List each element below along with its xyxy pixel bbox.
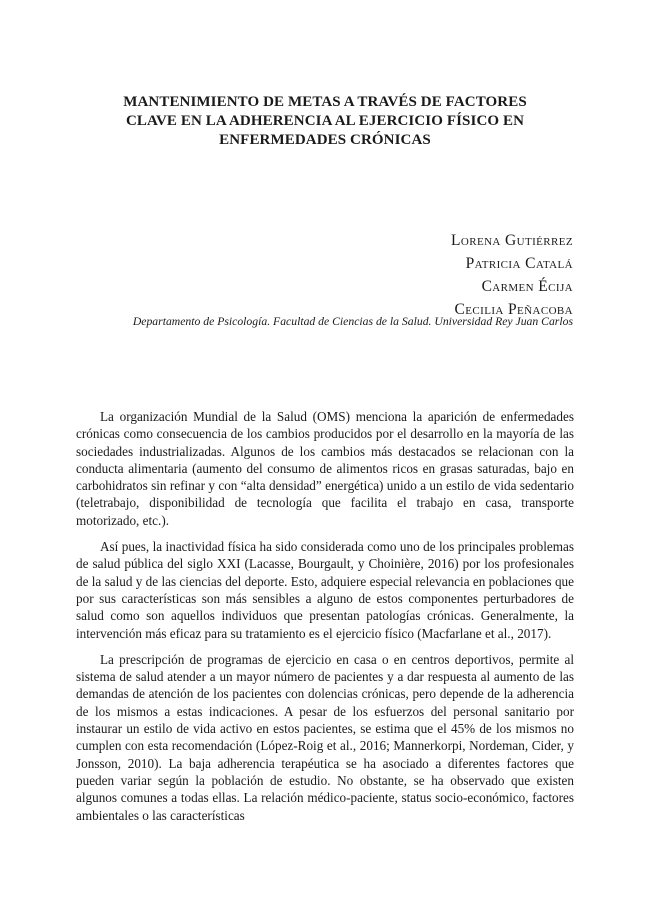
chapter-title-line-2: CLAVE EN LA ADHERENCIA AL EJERCICIO FÍSICO EN bbox=[125, 113, 525, 129]
paragraph: Así pues, la inactividad física ha sido considerada como uno de los principales problemas de salud pública del siglo XXI (Lacasse, Bourgault, y Choinière, 2016) por los profesionales de la salud y de las ciencias del deporte. Esto, adquiere especial relevancia en poblaciones que por sus características son más sensibles a alguno de estos componentes perturbadores de salud como son aquellos individuos que presentan patologías crónicas. Generalmente, la intervención más eficaz para su tratamiento es el ejercicio físico (Macfarlane et al., 2017). bbox=[76, 539, 574, 641]
author-list bbox=[451, 229, 573, 321]
chapter-title-line-3: ENFERMEDADES CRÓNICAS bbox=[219, 132, 431, 148]
paragraph: La organización Mundial de la Salud (OMS) menciona la aparición de enfermedades crónicas como consecuencia de los cambios producidos por el desarrollo en la mayoría de las sociedades industrializadas. Algunos de los cambios más destacados se relacionan con la conducta alimentaria (aumento del consumo de alimentos ricos en grasas saturadas, bajo en carbohidratos sin refinar y con “alta densidad” energética) unido a un estilo de vida sedentario (teletrabajo, disponibilidad de tecnología que facilita el trabajo en casa, transporte motorizado, etc.). bbox=[76, 409, 574, 528]
author-name: Cecilia Peñacoba bbox=[454, 301, 573, 318]
author-name: Carmen Écija bbox=[481, 278, 573, 295]
chapter-title-line-1: MANTENIMIENTO DE METAS A TRAVÉS DE FACTORES bbox=[123, 94, 527, 110]
paragraph: La prescripción de programas de ejercicio en casa o en centros deportivos, permite al sistema de salud atender a un mayor número de pacientes y a dar respuesta al aumento de las demandas de atención de los pacientes con dolencias crónicas, pero depende de la adherencia de los mismos a estas indicaciones. A pesar de los esfuerzos del personal sanitario por instaurar un estilo de vida activo en estos pacientes, se estima que el 45% de los mismos no cumplen con esta recomendación (López-Roig et al., 2016; Mannerkorpi, Nordeman, Cider, y Jonsson, 2010). La baja adherencia terapéutica se ha asociado a diferentes factores que pueden variar según la población de estudio. No obstante, se ha observado que existen algunos comunes a todas ellas. La relación médico-paciente, status socio-económico, factores ambientales o las características bbox=[76, 651, 574, 823]
author-name: Patricia Catalá bbox=[465, 255, 573, 272]
body-text bbox=[76, 408, 574, 824]
author-name: Lorena Gutiérrez bbox=[451, 232, 573, 249]
author-affiliation: Departamento de Psicología. Facultad de Ciencias de la Salud. Universidad Rey Juan Carlos bbox=[132, 315, 573, 328]
chapter-title bbox=[90, 93, 560, 150]
